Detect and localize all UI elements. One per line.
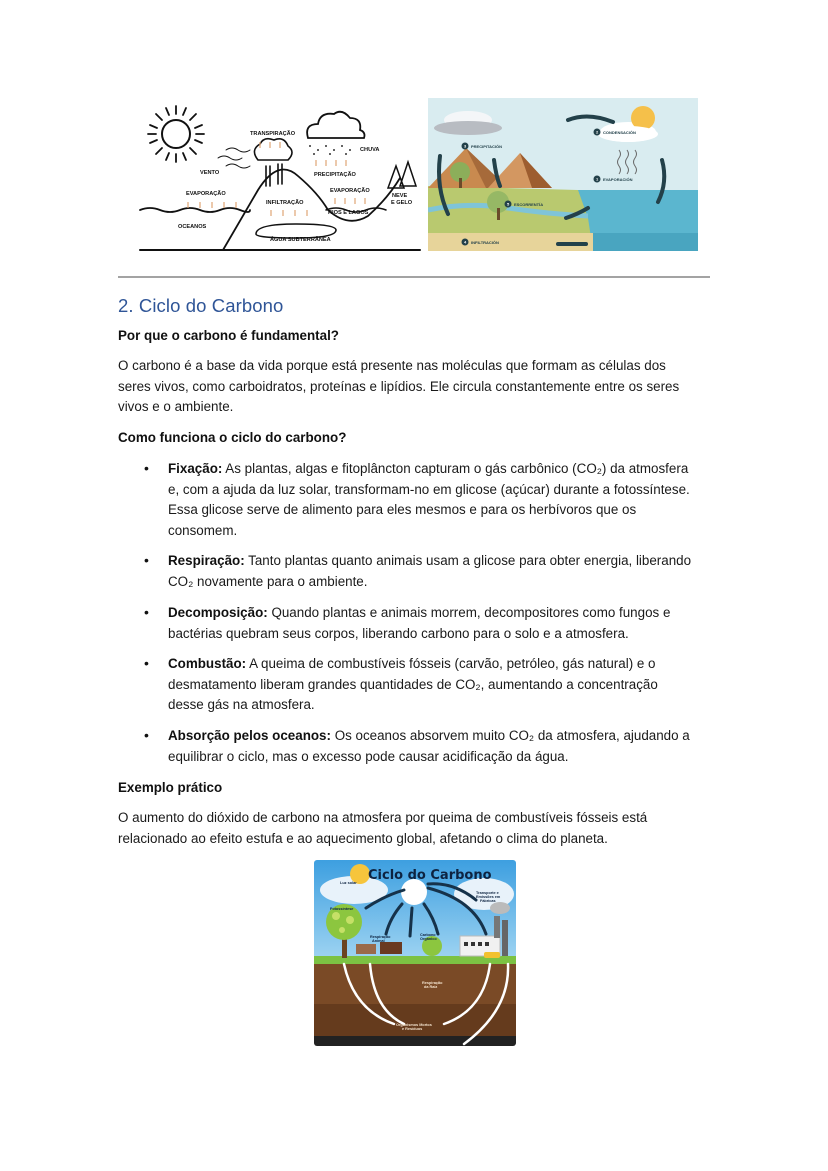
bullet-icon: • xyxy=(144,727,149,743)
bullet-icon: • xyxy=(144,655,149,671)
list-item-fixacao xyxy=(168,459,713,541)
svg-text:INFILTRAÇÃO: INFILTRAÇÃO xyxy=(266,200,304,206)
list-item-text: As plantas, algas e fitoplâncton capturam o gás carbônico (CO₂) da atmosfera xyxy=(222,461,689,476)
list-item-text: Tanto plantas quanto animais usam a glicose para obter energia, liberando xyxy=(244,553,692,568)
svg-text:EVAPORACIÓN: EVAPORACIÓN xyxy=(603,177,633,182)
bullet-icon: • xyxy=(144,552,149,568)
list-item-text: equilibrar o ciclo, mas o excesso pode causar acidificação da água. xyxy=(168,748,569,764)
list-item-text: Quando plantas e animais morrem, decompositores como fungos e xyxy=(267,605,671,620)
water-cycle-sketch-drawing xyxy=(138,98,422,253)
list-item-term: Fixação: xyxy=(168,461,223,476)
bullet-icon: • xyxy=(144,460,149,476)
svg-text:ÁGUA SUBTERRÂNEA: ÁGUA SUBTERRÂNEA xyxy=(270,237,331,243)
svg-text:Animal: Animal xyxy=(372,939,385,943)
water-cycle-sketch-image xyxy=(138,98,422,253)
paragraph-line: vivos e o ambiente. xyxy=(118,399,234,414)
list-item-text: CO₂ novamente para o ambiente. xyxy=(168,573,368,589)
svg-text:Ciclo do Carbono: Ciclo do Carbono xyxy=(368,868,492,883)
paragraph-line: O aumento do dióxido de carbono na atmosfera por queima de combustíveis fósseis está xyxy=(118,810,648,825)
paragraph-line: O carbono é a base da vida porque está presente nas moléculas que formam as células dos xyxy=(118,358,666,373)
svg-text:Organismos Mortos: Organismos Mortos xyxy=(396,1023,432,1027)
svg-text:e Resíduos: e Resíduos xyxy=(402,1027,423,1031)
svg-text:ESCORRENTÍA: ESCORRENTÍA xyxy=(514,202,544,207)
svg-text:Luz solar: Luz solar xyxy=(340,881,357,885)
svg-text:OCEANOS: OCEANOS xyxy=(178,224,207,230)
svg-text:Orgânico: Orgânico xyxy=(420,937,437,941)
water-cycle-color-drawing xyxy=(428,98,698,251)
paragraph-example xyxy=(118,808,718,849)
svg-text:Emissões em: Emissões em xyxy=(476,895,501,899)
carbon-cycle-drawing xyxy=(314,860,516,1046)
bullet-icon: • xyxy=(144,604,149,620)
list-item-term: Decomposição: xyxy=(168,605,268,620)
question-why-carbon: Por que o carbono é fundamental? xyxy=(118,328,339,343)
svg-text:RIOS E LAGOS: RIOS E LAGOS xyxy=(328,210,369,216)
svg-text:Fotossíntese: Fotossíntese xyxy=(330,907,354,911)
svg-text:3: 3 xyxy=(464,143,467,149)
svg-text:INFILTRACIÓN: INFILTRACIÓN xyxy=(471,240,499,245)
paragraph-carbon-basis xyxy=(118,356,718,418)
paragraph-line: seres vivos, como carboidratos, proteínas e lipídios. Ele circula constantemente entre os seres xyxy=(118,378,680,394)
list-item-term: Absorção pelos oceanos: xyxy=(168,728,331,743)
paragraph-line: relacionado ao efeito estufa e ao aquecimento global, afetando o clima do planeta. xyxy=(118,830,608,846)
svg-text:VENTO: VENTO xyxy=(200,170,220,176)
list-item-decomposicao xyxy=(168,603,713,644)
svg-text:EVAPORAÇÃO: EVAPORAÇÃO xyxy=(330,188,370,194)
svg-text:4: 4 xyxy=(464,239,467,245)
svg-text:E GELO: E GELO xyxy=(391,200,413,206)
list-item-term: Respiração: xyxy=(168,553,245,568)
list-item-respiracao xyxy=(168,551,713,592)
svg-text:Carbono: Carbono xyxy=(420,933,436,937)
list-item-text: Os oceanos absorvem muito CO₂ da atmosfera, ajudando a xyxy=(330,728,690,743)
water-cycle-color-image xyxy=(428,98,698,251)
question-how-cycle-works: Como funciona o ciclo do carbono? xyxy=(118,430,347,445)
svg-text:1: 1 xyxy=(596,176,599,182)
section-title: 2. Ciclo do Carbono xyxy=(118,295,284,316)
svg-text:NEVE: NEVE xyxy=(392,193,408,199)
list-item-text: e, com a ajuda da luz solar, transformam-no em glicose (açúcar) durante a fotossíntese. xyxy=(168,481,690,497)
svg-text:Transporte e: Transporte e xyxy=(476,891,499,895)
list-item-text: bactérias quebram seus corpos, liberando carbono para o solo e a atmosfera. xyxy=(168,625,629,641)
example-title: Exemplo prático xyxy=(118,780,223,795)
svg-text:CHUVA: CHUVA xyxy=(360,147,380,153)
list-item-text: A queima de combustíveis fósseis (carvão, petróleo, gás natural) e o xyxy=(246,656,656,671)
list-item-text: desse gás na atmosfera. xyxy=(168,697,315,712)
svg-text:2: 2 xyxy=(596,129,599,135)
list-item-text: Essa glicose serve de alimento para eles mesmos e para os herbívoros que os xyxy=(168,502,637,517)
svg-text:PRECIPITAÇÃO: PRECIPITAÇÃO xyxy=(314,172,356,178)
list-item-term: Combustão: xyxy=(168,656,247,671)
svg-text:EVAPORAÇÃO: EVAPORAÇÃO xyxy=(186,191,226,197)
svg-text:da Raiz: da Raiz xyxy=(424,985,438,989)
svg-text:Respiração: Respiração xyxy=(422,981,443,985)
svg-text:5: 5 xyxy=(507,201,510,207)
carbon-cycle-image xyxy=(314,860,516,1046)
list-item-absorcao xyxy=(168,726,713,767)
list-item-combustao xyxy=(168,654,713,716)
svg-text:Respiração: Respiração xyxy=(370,935,391,939)
list-item-text: consomem. xyxy=(168,522,238,538)
svg-text:TRANSPIRAÇÃO: TRANSPIRAÇÃO xyxy=(250,131,296,137)
list-item-text: desmatamento liberam grandes quantidades de CO₂, aumentando a concentração xyxy=(168,676,658,692)
svg-text:CONDENSACIÓN: CONDENSACIÓN xyxy=(603,130,636,135)
svg-text:Fábricas: Fábricas xyxy=(480,899,496,903)
section-divider xyxy=(118,276,710,278)
svg-text:PRECIPITACIÓN: PRECIPITACIÓN xyxy=(471,144,503,149)
